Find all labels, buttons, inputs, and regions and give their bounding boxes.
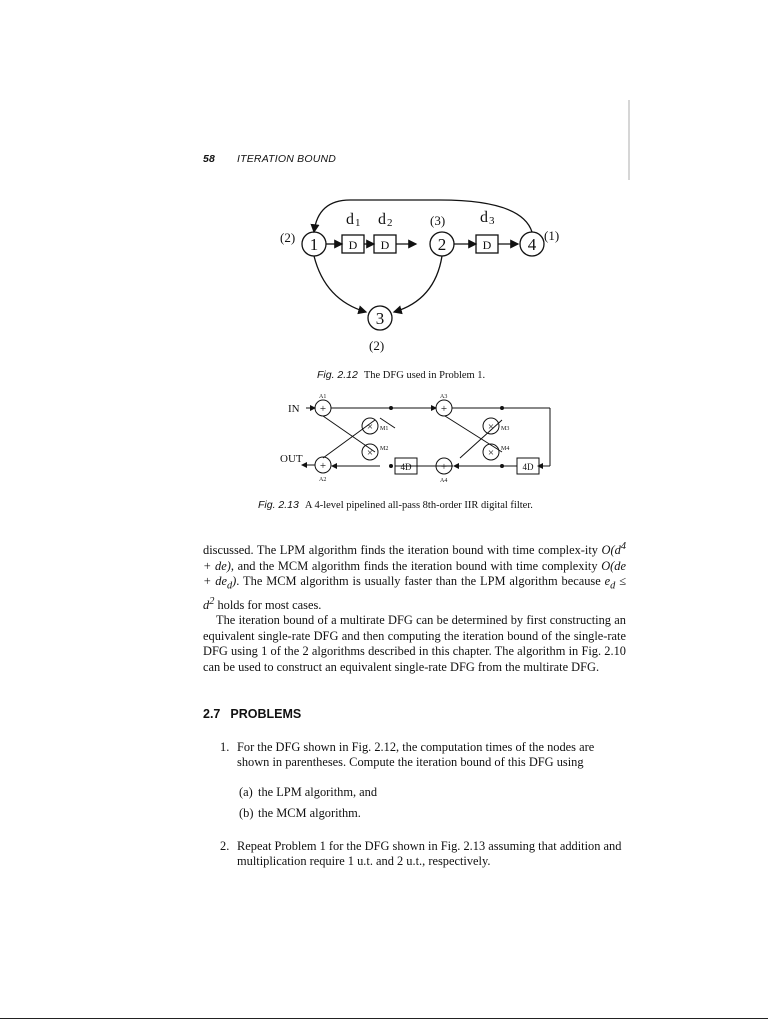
problem-2-number: 2.	[220, 839, 230, 853]
paragraph-2: The iteration bound of a multirate DFG can be determined by first constructing an equivalent single-rate DFG and then computing the iteration bound of the single-rate DFG using 1 of the 2 algorithms described in this chapter. The algorithm in Fig. 2.10 can be used to construct an equivalent single-rate DFG from the multirate DFG.	[203, 613, 626, 674]
section-number: 2.7	[203, 707, 221, 721]
figure-2-12-caption-label: Fig. 2.12	[317, 369, 358, 381]
problem-2	[220, 839, 629, 870]
node-4-label: 4	[527, 235, 537, 254]
problem-1	[220, 740, 629, 771]
svg-text:+: +	[440, 461, 448, 473]
node-1-time: (2)	[280, 230, 296, 245]
figure-2-13-caption	[258, 499, 533, 511]
adder-A1-label: A1	[319, 394, 327, 400]
node-2-time: (3)	[430, 213, 446, 228]
problem-1-text: For the DFG shown in Fig. 2.12, the computation times of the nodes are shown in parentheses. Compute the iteration bound of this DFG using	[237, 740, 595, 770]
figure-2-12-dfg	[270, 192, 580, 360]
section-title: PROBLEMS	[230, 707, 302, 721]
multiplier-M3-label: M3	[501, 426, 510, 432]
problem-1-number: 1.	[220, 740, 230, 754]
node-3-time: (2)	[369, 338, 385, 353]
svg-text:×: ×	[487, 421, 495, 433]
running-header-title: ITERATION BOUND	[237, 153, 337, 165]
edge-1-to-3	[314, 256, 366, 312]
svg-text:+: +	[319, 460, 327, 472]
svg-text:+: +	[319, 403, 327, 415]
figure-2-12-caption	[317, 369, 485, 381]
node-4-time: (1)	[544, 228, 560, 243]
figure-2-12-caption-text: The DFG used in Problem 1.	[363, 370, 486, 381]
svg-text:+: +	[440, 403, 448, 415]
delay-label-d1: d1	[346, 211, 361, 229]
body-text	[203, 539, 626, 675]
out-label: OUT	[280, 453, 303, 465]
adder-A4-label: A4	[440, 478, 448, 484]
figure-2-13-caption-label: Fig. 2.13	[258, 499, 299, 511]
delay-label-d2: d2	[378, 211, 393, 229]
multiplier-M4-label: M4	[501, 446, 510, 452]
scan-edge-artifact	[628, 100, 630, 180]
edge-2-to-3	[394, 256, 442, 312]
adder-A3-label: A3	[440, 394, 448, 400]
svg-text:×: ×	[366, 447, 374, 459]
section-heading	[203, 707, 301, 721]
problem-1-subitem-a: (a) the LPM algorithm, and	[239, 785, 378, 799]
in-label: IN	[288, 403, 300, 415]
delay-4d-2-label: 4D	[522, 462, 534, 472]
problem-1-subitem-b: (b) the MCM algorithm.	[239, 806, 361, 820]
delay-box-2-label: D	[380, 238, 390, 252]
node-3-label: 3	[375, 309, 385, 328]
svg-text:×: ×	[366, 421, 374, 433]
delay-4d-1-label: 4D	[400, 462, 412, 472]
node-2-label: 2	[437, 235, 447, 254]
delay-box-1-label: D	[348, 238, 358, 252]
multiplier-M2-label: M2	[380, 446, 389, 452]
page-bottom-edge	[0, 1018, 768, 1019]
multiplier-M1-label: M1	[380, 426, 389, 432]
delay-label-d3: d3	[480, 209, 495, 227]
svg-text:×: ×	[487, 447, 495, 459]
page-number: 58	[203, 153, 216, 165]
adder-A2-label: A2	[319, 477, 327, 483]
delay-box-3-label: D	[482, 238, 492, 252]
paragraph-1: discussed. The LPM algorithm finds the iteration bound with time complex-ity $O(d^4 + de)$, and the MCM algorithm finds the iteration bound with time complexity $O(de + de_d)$. The MCM algorithm is usually faster than the LPM algorithm because $e_d \le d^2$ holds for most cases.	[203, 541, 626, 612]
node-1-label: 1	[309, 235, 319, 254]
problem-2-text: Repeat Problem 1 for the DFG shown in Fig. 2.13 assuming that addition and multiplication require 1 u.t. and 2 u.t., respectively.	[237, 839, 622, 869]
figure-2-13-iir-filter	[280, 390, 555, 485]
figure-2-13-caption-text: A 4-level pipelined all-pass 8th-order IIR digital filter.	[304, 500, 533, 511]
